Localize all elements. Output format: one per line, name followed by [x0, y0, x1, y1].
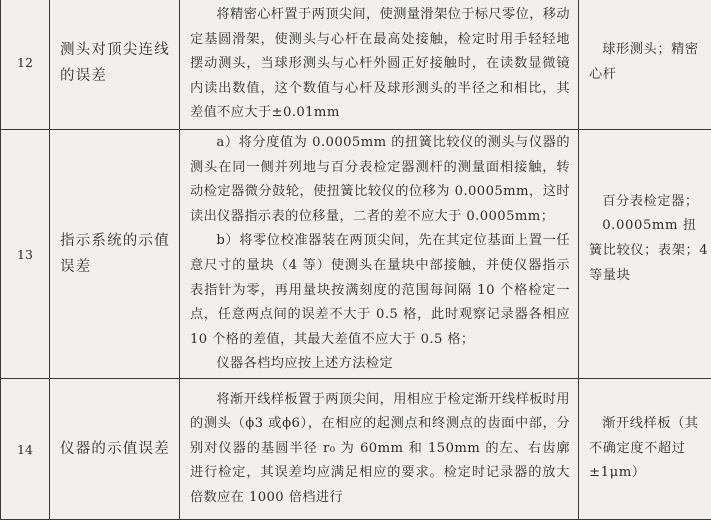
method-paragraph: a）将分度值为 0.0005mm 的扭簧比较仪的测头与仪器的测头在同一侧并列地与百分表检定器测杆的测量面相接触，转动检定器微分鼓轮，使扭簧比较仪的位移为 0.0005mm，这时读出仪器指示表的位移量，二者的差不应大于 0.0005mm；	[190, 131, 570, 229]
row-number: 12	[1, 0, 50, 130]
check-method	[180, 131, 578, 377]
check-tools	[579, 38, 711, 87]
tool-paragraph: 球形测头；精密心杆	[589, 38, 709, 87]
method-paragraph: 将精密心杆置于两顶尖间，使测量滑架位于标尺零位，移动定基圆滑架，使测头与心杆在最高处接触，检定时用手轻轻地摆动测头，当球形测头与心杆外圆正好接触时，在读数显微镜内读出数值，这个数值与心杆及球形测头的半径之和相比，其差值不应大于±0.01mm	[190, 3, 570, 126]
table-row	[1, 379, 711, 520]
tool-paragraph: 0.0005mm 扭簧比较仪；表架；4 等量块	[589, 214, 709, 288]
table-row	[1, 130, 711, 379]
check-tools	[579, 190, 711, 318]
check-item: 指示系统的示值误差	[50, 228, 179, 280]
tool-paragraph: 百分表检定器；	[589, 190, 709, 215]
check-item: 仪器的示值误差	[50, 436, 179, 462]
check-method	[180, 0, 578, 126]
tool-paragraph: 渐开线样板（其不确定度不超过±1μm）	[589, 412, 709, 486]
method-paragraph: 将渐开线样板置于两顶尖间，用相应于检定渐开线样板时用的测头（ϕ3 或ϕ6），在相应的起测点和终测点的齿面中部，分别对仪器的基圆半径 r₀ 为 60mm 和 150mm 的左、右齿廓进行检定，其误差均应满足相应的要求。检定时记录器的放大倍数应在 1000 倍档进行	[190, 388, 570, 511]
check-method	[180, 388, 578, 511]
row-number: 13	[1, 130, 50, 379]
check-tools	[579, 412, 711, 486]
method-paragraph: b）将零位校准器装在两顶尖间，先在其定位基面上置一任意尺寸的量块（4 等）使测头在量块中部接触，并使仪器指示表指针为零，再用量块按满刻度的范围每间隔 10 个格检定一点，任意两点间的误差不大于 0.5 格，此时观察记录器各相应 10 个格的差值，其最大差值不应大于 0.5 格；	[190, 229, 570, 352]
check-item: 测头对顶尖连线的误差	[50, 37, 179, 89]
method-paragraph: 仪器各档均应按上述方法检定	[190, 352, 570, 377]
row-number: 14	[1, 379, 50, 520]
table-row	[1, 0, 711, 130]
